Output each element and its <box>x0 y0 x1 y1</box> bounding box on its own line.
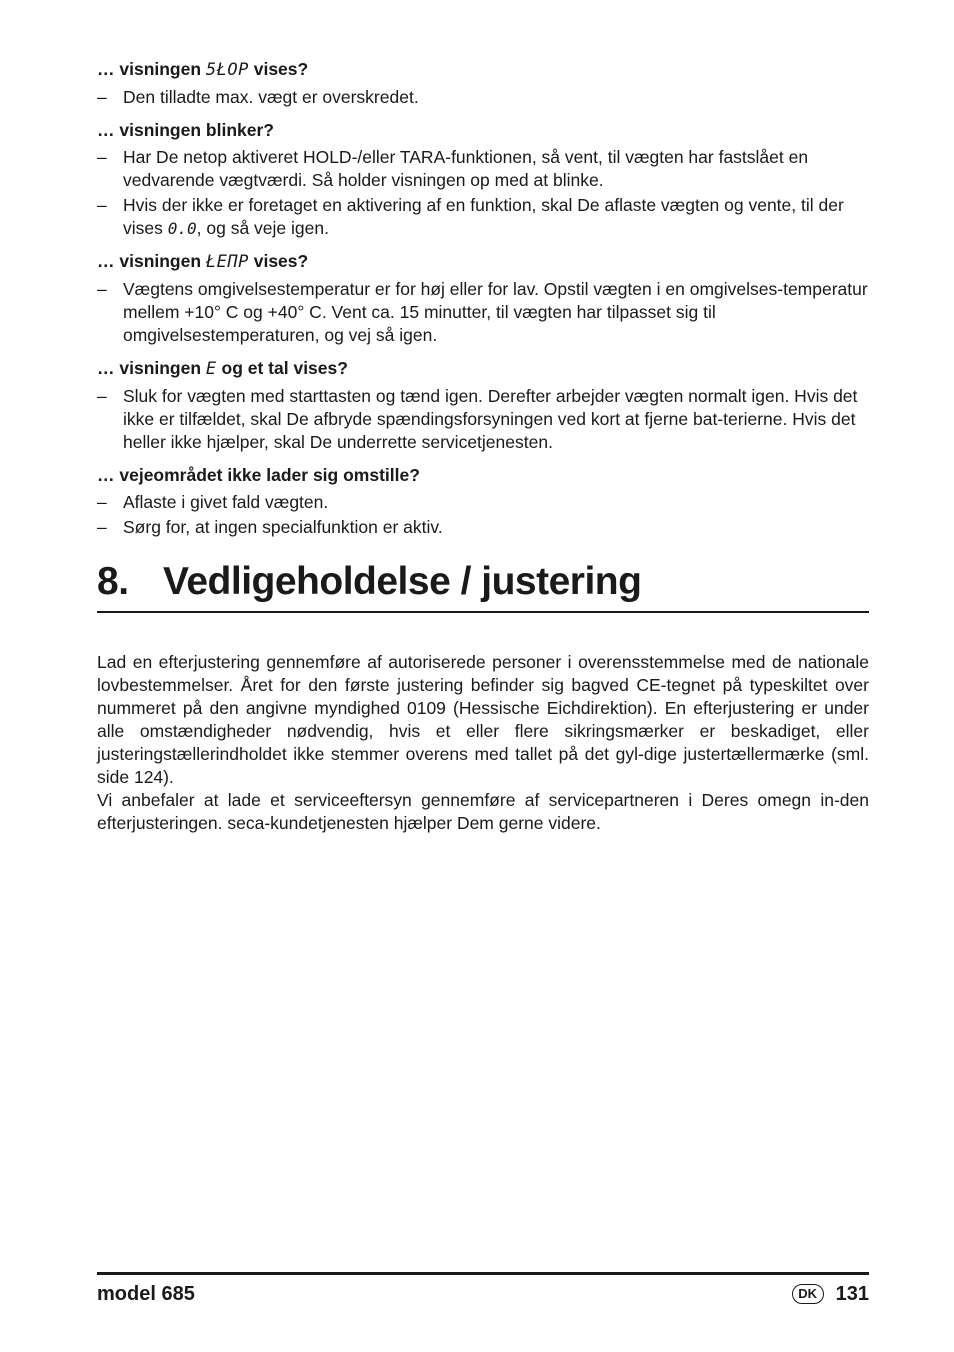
faq-error <box>97 357 869 454</box>
chapter-title: Vedligeholdelse / justering <box>163 560 642 603</box>
faq-answer: – Den tilladte max. vægt er overskredet. <box>97 87 419 107</box>
paragraph: Vi anbefaler at lade et serviceeftersyn gennemføre af servicepartneren i Deres omegn in-den efterjusteringen. seca-kundetjenesten hjælper Dem gerne videre. <box>97 790 869 833</box>
faq-question: … visningen 5ŁOP vises? <box>97 59 309 80</box>
display-symbol-error: E <box>205 359 217 379</box>
faq-answer: – Sluk for vægten med starttasten og tænd igen. Derefter arbejder vægten normalt igen. Hvis det ikke er tilfældet, skal De afbryde spændingsforsyningen ved kort at fjerne bat-terierne. Hvis det heller ikke hjælper, skal De underrette servicetjenesten. <box>97 386 858 452</box>
faq-question: … vejeområdet ikke lader sig omstille? <box>97 465 420 485</box>
display-symbol-stop: 5ŁOP <box>205 60 249 80</box>
faq-question: … visningen blinker? <box>97 120 274 140</box>
faq-range <box>97 464 869 539</box>
faq-answer: – Hvis der ikke er foretaget en aktivering af en funktion, skal De aflaste vægten og vente, til der vises 0.0, og så veje igen. <box>97 195 844 238</box>
chapter-heading <box>97 559 869 613</box>
faq-question: … visningen ŁEΠP vises? <box>97 251 309 272</box>
footer-page-info <box>792 1282 869 1306</box>
language-badge: DK <box>792 1284 824 1304</box>
page-number: 131 <box>835 1283 869 1305</box>
display-symbol-zero: 0.0 <box>167 219 197 238</box>
faq-answer: – Sørg for, at ingen specialfunktion er aktiv. <box>97 517 443 537</box>
faq-blink <box>97 119 869 240</box>
faq-answer: – Aflaste i givet fald vægten. <box>97 492 329 512</box>
footer-divider <box>97 1272 869 1275</box>
paragraph: Lad en efterjustering gennemføre af autoriserede personer i overensstemmelse med de nationale lovbestemmelser. Året for den første justering befinder sig bagved CE-tegnet på typeskiltet over nummeret på den angivne myndighed 0109 (Hessische Eichdirektion). En efterjustering er under alle omstændigheder nødvendig, hvis et eller flere sikringsmærker er beskadiget, eller justeringstællerindholdet ikke stemmer overens med tallet på det gyl-dige justertællermærke (sml. side 124). <box>97 652 869 787</box>
display-symbol-temp: ŁEΠP <box>205 252 249 272</box>
faq-answer: – Vægtens omgivelsestemperatur er for høj eller for lav. Opstil vægten i en omgivelses-temperatur mellem +10° C og +40° C. Vent ca. 15 minutter, til vægten har tilpasset sig til omgivelsestemperaturen, og vej så igen. <box>97 279 868 345</box>
faq-question: … visningen E og et tal vises? <box>97 358 348 379</box>
footer-model: model 685 <box>97 1283 195 1305</box>
chapter-number: 8. <box>97 560 129 603</box>
page-body <box>97 58 869 835</box>
troubleshooting-section <box>97 58 869 539</box>
faq-temp <box>97 250 869 347</box>
faq-answer: – Har De netop aktiveret HOLD-/eller TARA-funktionen, så vent, til vægten har fastslået en vedvarende vægtværdi. Så holder visningen op med at blinke. <box>97 147 809 190</box>
faq-stop <box>97 58 869 109</box>
